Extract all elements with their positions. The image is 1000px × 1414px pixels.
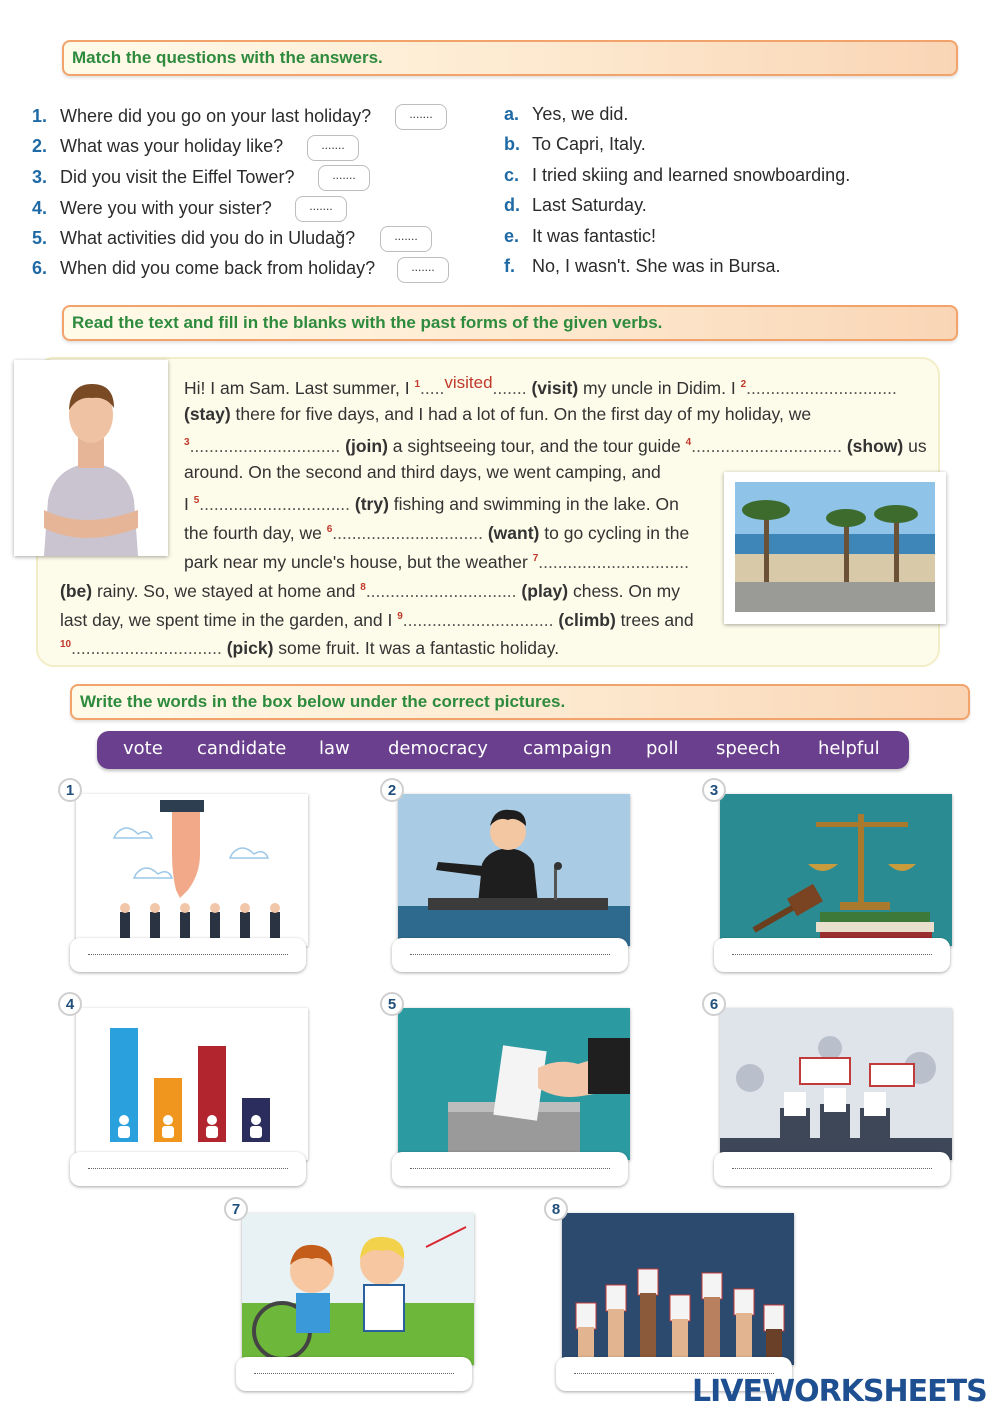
picture-5 [398,1008,630,1160]
boy-portrait-icon [14,360,168,556]
picture-card-6 [709,996,950,1188]
picture-3 [720,794,952,946]
answer-box-2[interactable]: ....... [307,135,359,161]
question-3: 3. Did you visit the Eiffel Tower? [32,167,295,187]
word-vote[interactable]: vote [123,738,163,759]
card-number-4: 4 [58,992,82,1016]
protest-crowd-icon [720,1008,952,1160]
blank-3[interactable]: ............................... [189,435,341,456]
text-line-2: (stay) there for five days, and I had a lot of fun. On the first day of my holiday, we [184,404,812,424]
answer-a: a. Yes, we did. [504,104,629,124]
blank-5[interactable]: ............................... [199,493,351,514]
question-4: 4. Were you with your sister? [32,198,272,218]
answer-field-6[interactable] [714,1152,950,1186]
text-line-3: $^3$............................... (join) a sightseeing tour, and the tour guide $^4$............................... (show) us [184,435,927,456]
man-at-podium-icon [398,794,630,946]
picture-6 [720,1008,952,1160]
answer-e: e. It was fantastic! [504,226,657,246]
ballot-box-icon [398,1008,630,1160]
word-speech[interactable]: speech [716,738,781,759]
answer-field-1[interactable] [70,938,306,972]
text-line-1: Hi! I am Sam. Last summer, I $^1$.....visited....... (visit) my uncle in Didim. I $^2$............................... [184,372,897,398]
answer-field-7[interactable] [236,1357,472,1391]
sam-photo [14,360,168,556]
finger-pointing-people-icon [76,794,308,946]
picture-card-1 [65,782,306,974]
card-number-5: 5 [380,992,404,1016]
answer-field-4[interactable] [70,1152,306,1186]
answer-box-5[interactable]: ....... [380,226,432,252]
answer-c: c. I tried skiing and learned snowboarding. [504,165,851,185]
text-line-7: park near my uncle's house, but the weather $^7$............................... [184,551,689,572]
word-law[interactable]: law [319,738,350,759]
poll-bar-chart-icon [76,1008,308,1160]
answer-b: b. To Capri, Italy. [504,134,646,154]
text-line-5: I $^5$............................... (try) fishing and swimming in the lake. On [184,493,679,514]
blank-7[interactable]: ............................... [538,551,689,572]
word-candidate[interactable]: candidate [197,738,287,759]
raised-ballots-icon [562,1213,794,1365]
question-5: 5. What activities did you do in Uludağ? [32,228,356,248]
answer-f: f. No, I wasn't. She was in Bursa. [504,256,781,276]
word-campaign[interactable]: campaign [523,738,612,759]
answer-box-3[interactable]: ....... [318,165,370,191]
beach-palm-trees-icon [724,472,946,624]
beach-photo [724,472,946,624]
boy-helping-friend-icon [242,1213,474,1365]
section1-title: Match the questions with the answers. [62,40,958,76]
picture-card-8 [551,1201,792,1393]
text-line-9: last day, we spent time in the garden, and I $^9$............................... (climb) trees and [60,609,694,630]
answer-field-2[interactable] [392,938,628,972]
picture-card-4 [65,996,306,1188]
picture-card-5 [387,996,628,1188]
blank-6[interactable]: ............................... [332,522,483,543]
card-number-7: 7 [224,1197,248,1221]
picture-1 [76,794,308,946]
scales-gavel-books-icon [720,794,952,946]
answer-field-5[interactable] [392,1152,628,1186]
answer-box-4[interactable]: ....... [295,196,347,222]
text-line-8: (be) rainy. So, we stayed at home and $^8$............................... (play) chess. On my [60,580,680,601]
blank-8[interactable]: ............................... [365,580,517,601]
answer-box-6[interactable]: ....... [397,257,449,283]
card-number-2: 2 [380,778,404,802]
picture-card-3 [709,782,950,974]
liveworksheets-logo: LIVEWORKSHEETS [692,1374,987,1409]
word-helpful[interactable]: helpful [818,738,880,759]
card-number-8: 8 [544,1197,568,1221]
blank-1[interactable]: .....visited....... [420,372,527,398]
blank-2[interactable]: ............................... [746,377,897,398]
text-line-10: $^{10}$............................... (pick) some fruit. It was a fantastic holiday. [60,637,560,658]
picture-8 [562,1213,794,1365]
question-2: 2. What was your holiday like? [32,136,284,156]
answer-d: d. Last Saturday. [504,195,647,215]
picture-4 [76,1008,308,1160]
blank-9[interactable]: ............................... [402,609,554,630]
question-1: 1. Where did you go on your last holiday? [32,106,372,126]
word-poll[interactable]: poll [646,738,679,759]
picture-card-7 [231,1201,472,1393]
text-line-4: around. On the second and third days, we went camping, and [184,462,661,482]
picture-2 [398,794,630,946]
section2-title: Read the text and fill in the blanks with the past forms of the given verbs. [62,305,958,341]
word-democracy[interactable]: democracy [388,738,488,759]
answer-field-3[interactable] [714,938,950,972]
text-line-6: the fourth day, we $^6$............................... (want) to go cycling in the [184,522,690,543]
answer-box-1[interactable]: ....... [395,104,447,130]
blank-4[interactable]: ............................... [691,435,842,456]
card-number-1: 1 [58,778,82,802]
question-6: 6. When did you come back from holiday? [32,258,376,278]
card-number-6: 6 [702,992,726,1016]
picture-card-2 [387,782,628,974]
card-number-3: 3 [702,778,726,802]
picture-7 [242,1213,474,1365]
blank-10[interactable]: ............................... [71,637,222,658]
word-box [97,731,909,769]
section3-title: Write the words in the box below under the correct pictures. [70,684,970,720]
